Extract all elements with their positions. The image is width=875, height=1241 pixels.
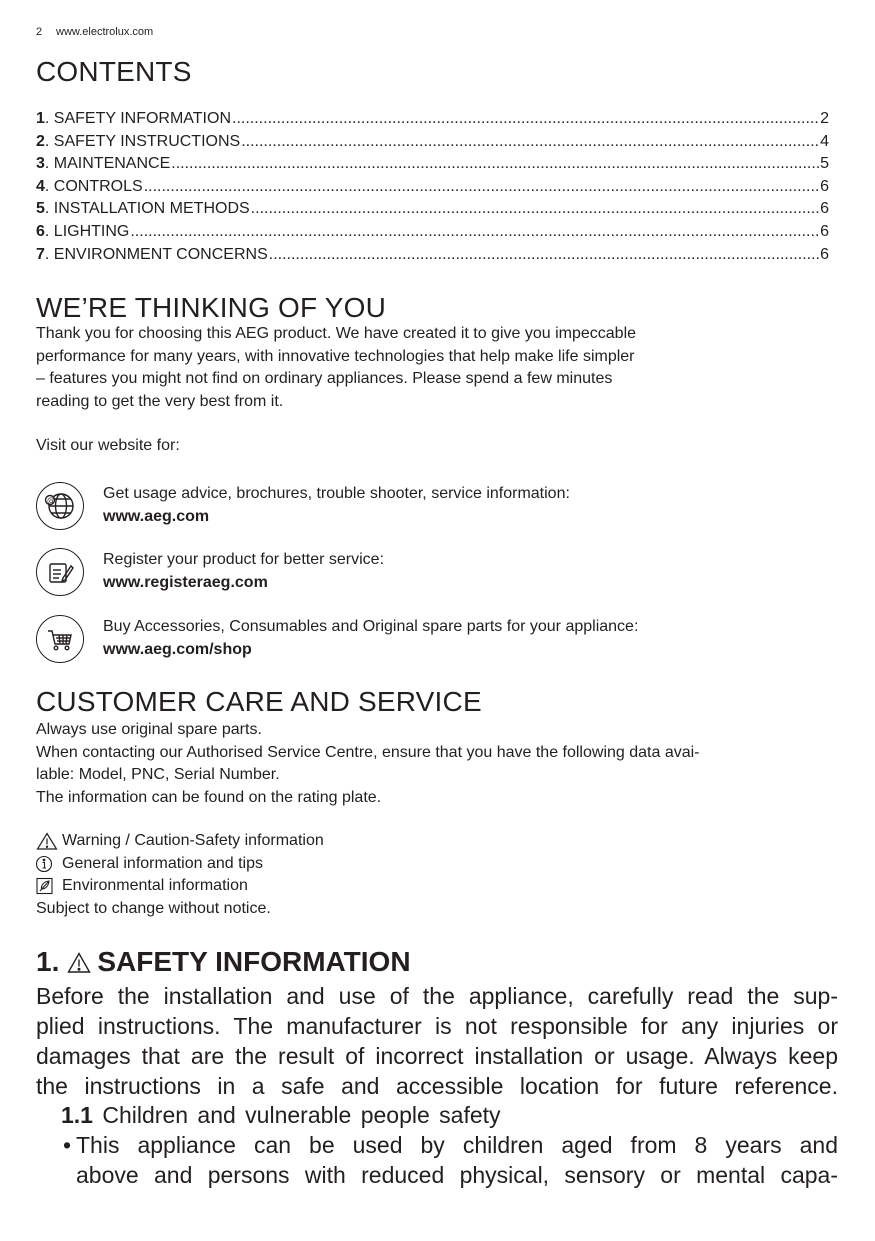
safety-title: SAFETY INFORMATION — [97, 946, 411, 977]
warning-icon — [36, 832, 58, 850]
warning-icon — [67, 952, 91, 973]
service-shop-text: Buy Accessories, Consumables and Original spare parts for your appliance: — [103, 618, 639, 635]
safety-number: 1. — [36, 946, 60, 977]
header-url[interactable]: www.electrolux.com — [56, 26, 154, 38]
globe-icon — [36, 482, 84, 530]
table-of-contents — [36, 110, 829, 268]
svg-text:@: @ — [47, 496, 55, 505]
cart-icon — [36, 615, 84, 663]
toc-item-4[interactable]: 4. CONTROLS ..... 6 — [36, 178, 829, 201]
service-register-text: Register your product for better service: — [103, 551, 385, 568]
customer-care-paragraph: Always use original spare parts. When contacting our Authorised Service Centre, ensure that you have the following data avai- lable: Model, PNC, Serial Number. The information can be found on the rating plate. — [36, 721, 700, 806]
link-registeraeg[interactable]: www.registeraeg.com — [103, 574, 268, 591]
leaf-icon — [36, 877, 58, 895]
safety-heading — [36, 946, 411, 978]
safety-paragraph: Before the installation and use of the appliance, carefully read the sup- plied instructions. The manufacturer is not responsible for any injuries or damages that are the result of incorrect installation or usage. Always keep the instructions in a safe and accessible location for future reference. — [36, 983, 838, 1099]
service-usage-text: Get usage advice, brochures, trouble shooter, service information: — [103, 485, 570, 502]
info-icon — [36, 855, 58, 873]
subsection-number: 1.1 — [61, 1102, 93, 1128]
link-aeg[interactable]: www.aeg.com — [103, 508, 210, 525]
subsection-heading — [61, 1100, 501, 1130]
contents-title: CONTENTS — [36, 56, 192, 87]
thinking-title: WE’RE THINKING OF YOU — [36, 292, 387, 323]
toc-item-1[interactable]: 1. SAFETY INFORMATION ..... 2 — [36, 110, 829, 133]
service-usage-advice — [36, 482, 836, 532]
service-shop — [36, 615, 836, 665]
register-icon — [36, 548, 84, 596]
toc-item-7[interactable]: 7. ENVIRONMENT CONCERNS ..... 6 — [36, 246, 829, 269]
toc-item-3[interactable]: 3. MAINTENANCE ..... 5 — [36, 155, 829, 178]
subsection-title: Children and vulnerable people safety — [102, 1102, 501, 1128]
page-number: 2 — [36, 26, 43, 38]
symbol-legend — [36, 830, 324, 920]
toc-item-6[interactable]: 6. LIGHTING ..... 6 — [36, 223, 829, 246]
customer-care-title: CUSTOMER CARE AND SERVICE — [36, 686, 482, 717]
bullet-dot: • — [63, 1132, 72, 1158]
thank-you-paragraph: Thank you for choosing this AEG product. We have created it to give you impeccable performance for many years, with innovative technologies that help make life simpler – features you might not find on ordinary appliances. Please spend a few minutes reading to get the very best from it. — [36, 325, 637, 410]
legend-info: General information and tips — [36, 853, 324, 876]
legend-warning: Warning / Caution-Safety information — [36, 830, 324, 853]
toc-item-2[interactable]: 2. SAFETY INSTRUCTIONS ..... 4 — [36, 133, 829, 156]
visit-text: Visit our website for: — [36, 437, 180, 454]
service-register — [36, 548, 836, 598]
legend-environment: Environmental information — [36, 875, 324, 898]
link-aeg-shop[interactable]: www.aeg.com/shop — [103, 641, 252, 658]
toc-item-5[interactable]: 5. INSTALLATION METHODS ..... 6 — [36, 200, 829, 223]
page-header — [36, 26, 153, 38]
notice-text: Subject to change without notice. — [36, 899, 271, 917]
